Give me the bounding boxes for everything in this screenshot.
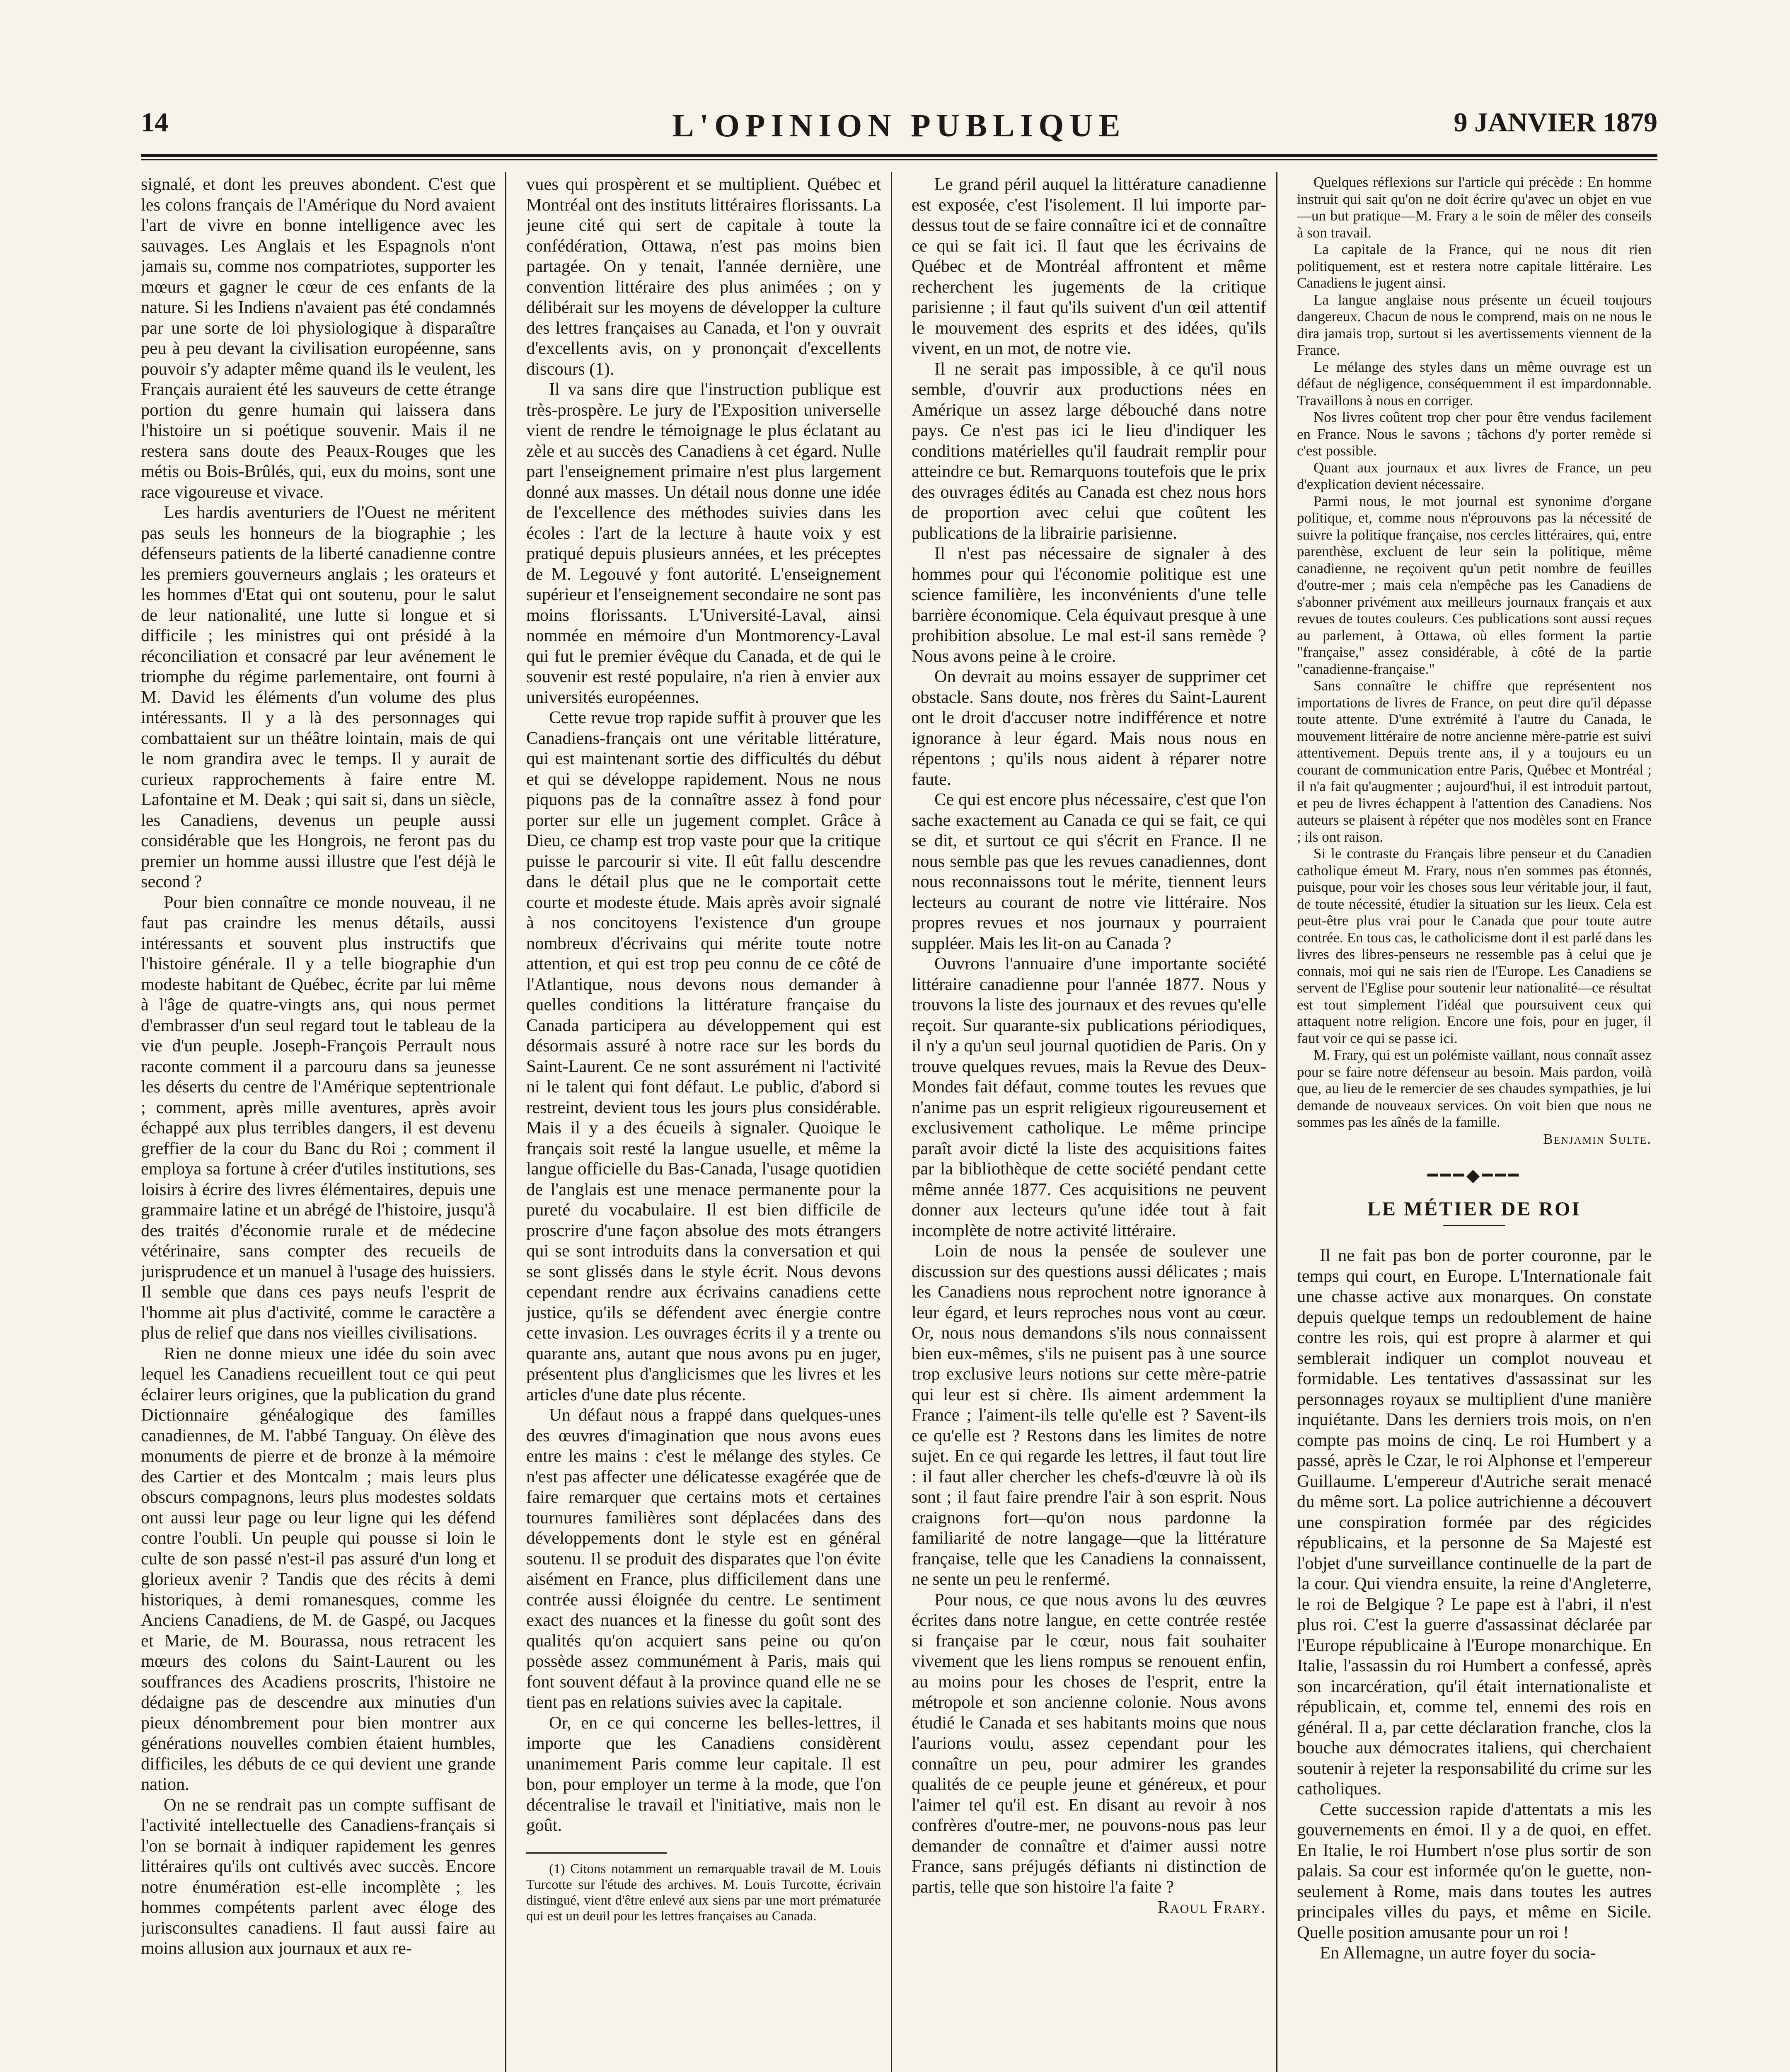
paragraph: Il va sans dire que l'instruction publique est très-prospère. Le jury de l'Exposition universelle vient de rendre le témoignage le plus éclatant au zèle et au succès des Canadiens à cet égard. Nulle part l'enseignement primaire n'est plus largement donné aux masses. Un détail nous donne une idée de l'excellence des méthodes suivies dans les écoles : l'art de la lecture à haute voix y est pratiqué depuis plusieurs années, et les préceptes de M. Legouvé y font autorité. L'enseignement supérieur et l'enseignement secondaire ne sont pas moins florissants. L'Université-Laval, ainsi nommée en mémoire d'un Montmorency-Laval qui fut le premier évêque du Canada, et de qui le souvenir est resté populaire, n'a rien à envier aux universités européennes. — [526, 380, 881, 707]
paragraph: Les hardis aventuriers de l'Ouest ne méritent pas seuls les honneurs de la biographie ; les défenseurs patients de la liberté canadienne contre les premiers gouverneurs anglais ; les orateurs et les hommes d'Etat qui ont soutenu, pour le salut de leur nationalité, une lutte si longue et si difficile ; les ministres qui ont présidé à la réconciliation et consacré par leur avénement le triomphe du régime parlementaire, ont fourni à M. David les éléments d'un volume des plus intéressants. Il y a là des personnages qui combattaient sur un théâtre lointain, mais de qui le nom grandira avec le temps. Il y aurait de curieux rapprochements à faire entre M. Lafontaine et M. Deak ; qui sait si, dans un siècle, les Canadiens, devenus un peuple aussi considérable que les Hongrois, ne feront pas du premier un homme aussi illustre que l'est déjà le second ? — [141, 503, 496, 891]
author-signature: Benjamin Sulte. — [1543, 1130, 1652, 1147]
paragraph: Loin de nous la pensée de soulever une discussion sur des questions aussi délicates ; mais les Canadiens nous reprochent notre ignorance à leur égard, et leurs reproches nous vont au cœur. Or, nous nous demandons s'ils nous connaissent bien eux-mêmes, s'ils ne puisent pas à une source trop exclusive leurs notions sur cette mère-patrie qui leur est si chère. Ils aiment ardemment la France ; l'aiment-ils telle qu'elle est ? Savent-ils ce qu'elle est ? Restons dans les limites de notre sujet. En ce qui regarde les lettres, il faut tout lire : il faut aller chercher les chefs-d'œuvre là où ils sont ; il faut faire prendre l'air à son esprit. Nous craignons fort—qu'on nous pardonne la familiarité de notre langage—que la littérature française, telle que les Canadiens la connaissent, ne sente un peu le renfermé. — [912, 1241, 1266, 1589]
paragraph: Il ne serait pas impossible, à ce qu'il nous semble, d'ouvrir aux productions nées en Amérique un assez large débouché dans notre pays. Ce n'est pas ici le lieu d'indiquer les conditions matérielles qu'il faudrait remplir pour atteindre ce but. Remarquons toutefois que le prix des ouvrages édités au Canada est chez nous hors de proportion avec celui que coûtent les publications de la librairie parisienne. — [912, 359, 1266, 543]
note-paragraph: Quelques réflexions sur l'article qui précède : En homme instruit qui sait qu'on ne doit écrire qu'avec un objet en vue—un but pratique—M. Frary a le soin de mêler des conseils à son travail. — [1297, 174, 1652, 241]
author-signature: Raoul Frary. — [1157, 1898, 1266, 1917]
note-paragraph: M. Frary, qui est un polémiste vaillant, nous connaît assez pour se faire notre défenseur au besoin. Mais pardon, voilà que, au lieu de le remercier de ses chaudes sympathies, je lui demande de nouveaux services. On voit bien que nous ne sommes pas les aînés de la famille. — [1297, 1047, 1652, 1130]
page-header — [141, 107, 1657, 157]
editorial-notes — [1297, 174, 1652, 1147]
paragraph: En Allemagne, un autre foyer du socia- — [1320, 1943, 1596, 1963]
page-number: 14 — [141, 107, 168, 138]
paragraph: Le grand péril auquel la littérature canadienne est exposée, c'est l'isolement. Il lui importe par-dessus tout de se faire connaître ici et de connaître ce qui se fait ici. Il faut que les écrivains de Québec et de Montréal affrontent et même recherchent les jugements de la critique parisienne ; il faut qu'ils suivent d'un œil attentif le mouvement des esprits et des idées, qu'ils vivent, en un mot, de notre vie. — [912, 174, 1266, 358]
header-rule-thin — [141, 159, 1657, 160]
paragraph: Un défaut nous a frappé dans quelques-unes des œuvres d'imagination que nous avons eues entre les mains : c'est le mélange des styles. Ce n'est pas affecter une délicatesse exagérée que de faire remarquer que certains mots et certaines tournures familières sont déplacées dans des développements dont le style est en général soutenu. Il se produit des disparates que l'on évite aisément en France, plus difficilement dans une contrée aussi éloignée du centre. Le sentiment exact des nuances et la finesse du goût sont des qualités qu'on acquiert sans peine ou qu'on possède assez communément à Paris, mais qui font souvent défaut à la province quand elle ne se tient pas en relations suivies avec la capitale. — [526, 1405, 881, 1712]
column-divider — [891, 172, 892, 2072]
paragraph: Cette revue trop rapide suffit à prouver que les Canadiens-français ont une véritable littérature, qui est maintenant sortie des difficultés du début et qui se développe rapidement. Nous ne nous piquons pas de la connaître assez à fond pour porter sur elle un jugement complet. Grâce à Dieu, ce champ est trop vaste pour que la critique puisse le parcourir si vite. Il eût fallu descendre dans le détail plus que ne le comportait cette courte et modeste étude. Mais après avoir signalé à nos concitoyens l'existence d'un groupe nombreux d'écrivains qui mérite toute notre attention, et qui est trop peu connu de ce côté de l'Atlantique, nous devons nous demander à quelles conditions la littérature française du Canada participera au développement qui est désormais assuré à notre race sur les bords du Saint-Laurent. Ce ne sont assurément ni l'activité ni le talent qui font défaut. Le public, d'abord si restreint, devient tous les jours plus considérable. Mais il y a des écueils à signaler. Quoique le français soit resté la langue usuelle, et même la langue officielle du Bas-Canada, l'usage quotidien de l'anglais est une menace permanente pour la pureté du vocabulaire. Il est bien difficile de proscrire d'une façon absolue des mots étrangers qui se sont introduits dans la conversation et qui se sont glissés dans le style écrit. Nous devons cependant rendre aux écrivains canadiens cette justice, qu'ils se défendent avec énergie contre cette invasion. Les ouvrages écrits il y a trente ou quarante ans, autant que nous avons pu en juger, présentent plus d'anglicismes que les livres et les articles d'une date plus récente. — [526, 708, 881, 1404]
column-4 — [1297, 174, 1652, 2072]
paragraph: On ne se rendrait pas un compte suffisant de l'activité intellectuelle des Canadiens-français si l'on se bornait à indiquer rapidement les genres littéraires qu'ils ont cultivés avec succès. Encore notre énumération est-elle incomplète ; les hommes compétents parlent avec éloge des jurisconsultes canadiens. Il faut aussi faire au moins allusion aux journaux et aux re- — [141, 1795, 496, 1958]
note-paragraph: La langue anglaise nous présente un écueil toujours dangereux. Chacun de nous le comprend, mais on ne nous le dira jamais trop, surtout si les avertissements viennent de la France. — [1297, 291, 1652, 358]
paragraph: Ouvrons l'annuaire d'une importante société littéraire canadienne pour l'année 1877. Nous y trouvons la liste des journaux et des revues qu'elle reçoit. Sur quarante-six publications périodiques, il n'y a qu'un seul journal quotidien de Paris. On y trouve quelques revues, mais la Revue des Deux-Mondes fait défaut, comme toutes les revues que n'anime pas un esprit religieux rigoureusement et exclusivement catholique. Le même principe paraît avoir dicté la liste des acquisitions faites par la bibliothèque de cette société pendant cette même année 1877. Ces acquisitions ne peuvent donner aux lecteurs qu'une idée tout à fait incomplète de notre activité littéraire. — [912, 954, 1266, 1240]
ornament-divider: ━━━◆━━━ — [1427, 1166, 1522, 1185]
paragraph: Or, en ce qui concerne les belles-lettres, il importe que les Canadiens considèrent unanimement Paris comme leur capitale. Il est bon, pour employer un terme à la mode, que l'on décentralise le travail et l'initiative, mais non le goût. — [526, 1713, 881, 1835]
paragraph: Pour bien connaître ce monde nouveau, il ne faut pas craindre les menus détails, aussi intéressants et souvent plus instructifs que l'histoire générale. Il y a telle biographie d'un modeste habitant de Québec, écrite par lui même à l'âge de quatre-vingts ans, qui nous permet d'embrasser d'un seul regard tout le tableau de la vie d'un peuple. Joseph-François Perrault nous raconte comment il a parcouru dans sa jeunesse les déserts du centre de l'Amérique septentrionale ; comment, après mille aventures, après avoir échappé aux plus terribles dangers, il est devenu greffier de la cour du Banc du Roi ; comment il employa sa fortune à créer d'utiles institutions, ses loisirs à écrire des livres élémentaires, depuis une grammaire latine et un abrégé de l'histoire, jusqu'à des traités d'économie rurale et de médecine vétérinaire, sans compter des recueils de jurisprudence et un manuel à l'usage des huissiers. Il semble que dans ces pays neufs l'esprit de l'homme ait plus d'activité, comme le caractère a plus de relief que dans nos vieilles civilisations. — [141, 892, 496, 1343]
masthead-title: L'OPINION PUBLIQUE — [672, 107, 1126, 143]
paragraph: vues qui prospèrent et se multiplient. Québec et Montréal ont des instituts littéraires florissants. La jeune cité qui sert de capitale à toute la confédération, Ottawa, n'est pas moins bien partagée. On y tenait, l'année dernière, une convention littéraire des plus animées ; on y délibérait sur les moyens de développer la culture des lettres françaises au Canada, et l'on y ouvrait d'excellents avis, on y prononçait d'excellents discours (1). — [526, 174, 881, 379]
note-paragraph: Le mélange des styles dans un même ouvrage est un défaut de négligence, conséquemment il est impardonnable. Travaillons à nous en corriger. — [1297, 358, 1652, 409]
note-paragraph: La capitale de la France, qui ne nous dit rien politiquement, est et restera notre capitale littéraire. Les Canadiens le jugent ainsi. — [1297, 241, 1652, 291]
footnote-text: (1) Citons notamment un remarquable travail de M. Louis Turcotte sur l'étude des archives. M. Louis Turcotte, écrivain distingué, vient d'être enlevé aux siens par une mort prématurée qui est un deuil pour les lettres françaises au Canada. — [526, 1861, 881, 1924]
paragraph: Il n'est pas nécessaire de signaler à des hommes pour qui l'économie politique est une science familière, les inconvénients d'une telle barrière économique. Cela équivaut presque à une prohibition absolue. Le mal est-il sans remède ? Nous avons peine à le croire. — [912, 544, 1266, 666]
paragraph: Cette succession rapide d'attentats a mis les gouvernements en émoi. Il y a de quoi, en effet. En Italie, le roi Humbert n'ose plus sortir de son palais. Sa cour est informée qu'on le guette, non-seulement à Rome, mais dans toutes les autres principales villes du pays, et même en Sicile. Quelle position amusante pour un roi ! — [1297, 1799, 1652, 1942]
note-paragraph: Quant aux journaux et aux livres de France, un peu d'explication devient nécessaire. — [1297, 459, 1652, 492]
article-title: LE MÉTIER DE ROI — [1367, 1198, 1582, 1220]
column-2 — [526, 174, 881, 2072]
paragraph: signalé, et dont les preuves abondent. C'est que les colons français de l'Amérique du Nord avaient l'art de vivre en bonne intelligence avec les sauvages. Les Anglais et les Espagnols n'ont jamais su, comme nos compatriotes, supporter les mœurs et gagner le cœur de ces enfants de la nature. Si les Indiens n'avaient pas été condamnés par une sorte de loi physiologique à disparaître peu à peu devant la civilisation européenne, sans pouvoir s'y adapter même quand ils le veulent, les Français auraient été les sauveurs de cette étrange portion du genre humain qui laissera dans l'histoire un si poétique souvenir. Mais il ne restera sans doute des Peaux-Rouges que les métis ou Bois-Brûlés, qui, eux du moins, sont une race vigoureuse et vivace. — [141, 174, 496, 502]
header-rule — [141, 154, 1657, 157]
paragraph: Ce qui est encore plus nécessaire, c'est que l'on sache exactement au Canada ce qui se fait, ce qui se dit, et surtout ce qui s'écrit en France. Il ne nous semble pas que les revues canadiennes, dont nous reconnaissons tout le mérite, tiennent leurs lecteurs au courant de notre vie littéraire. Nos propres revues et nos journaux y pourraient suppléer. Mais les lit-on au Canada ? — [912, 790, 1266, 953]
column-1 — [141, 174, 496, 2072]
issue-date: 9 JANVIER 1879 — [1454, 107, 1657, 138]
footnote — [526, 1861, 881, 1924]
column-3 — [912, 174, 1266, 2072]
paragraph: On devrait au moins essayer de supprimer cet obstacle. Sans doute, nos frères du Saint-Laurent ont le droit d'accuser notre indifférence et notre ignorance à leur égard. Mais nous nous en répentons ; qu'ils nous aident à réparer notre faute. — [912, 667, 1266, 789]
note-paragraph: Sans connaître le chiffre que représentent nos importations de livres de France, on peut dire qu'il dépasse toute attente. D'une extrémité à l'autre du Canada, le mouvement littéraire de notre ancienne mère-patrie est suivi attentivement. Depuis trente ans, il y a toujours eu un courant de communication entre Paris, Québec et Montréal ; il n'a fait qu'augmenter ; aujourd'hui, il est introduit partout, et peu de livres échappent à l'attention des Canadiens. Nos auteurs se plaisent à répéter que nos modèles sont en France ; ils ont raison. — [1297, 678, 1652, 845]
note-paragraph: Si le contraste du Français libre penseur et du Canadien catholique émeut M. Frary, nous n'en sommes pas étonnés, puisque, pour voir les choses sous leur véritable jour, il faut, de toute nécessité, étudier la situation sur les lieux. Cela est peut-être plus vrai pour le Canada que pour toute autre contrée. En tous cas, le catholicisme dont il est parlé dans les livres des libres-penseurs ne ressemble pas à celui que je connais, moi qui ne sais rien de l'Europe. Les Canadiens se servent de l'Eglise pour soutenir leur nationalité—ce résultat est tout simplement l'idéal que poursuivent ceux qui attaquent notre religion. Encore une fois, pour en juger, il faut voir ce qui se passe ici. — [1297, 845, 1652, 1046]
note-paragraph: Nos livres coûtent trop cher pour être vendus facilement en France. Nous le savons ; tâchons d'y porter remède si c'est possible. — [1297, 409, 1652, 459]
column-divider — [505, 172, 506, 2072]
footnote-rule — [526, 1852, 667, 1854]
paragraph: Rien ne donne mieux une idée du soin avec lequel les Canadiens recueillent tout ce qui peut éclairer leurs origines, que la publication du grand Dictionnaire généalogique des familles canadiennes, de M. l'abbé Tanguay. On élève des monuments de pierre et de bronze à la mémoire des Cartier et des Montcalm ; mais leurs plus obscurs compagnons, leurs plus modestes soldats ont aussi leur page ou leur ligne qui les défend contre l'oubli. Un peuple qui pousse si loin le culte de son passé n'est-il pas assuré d'un long et glorieux avenir ? Tandis que des récits à demi historiques, à demi romanesques, comme les Anciens Canadiens, de M. de Gaspé, ou Jacques et Marie, de M. Bourassa, nous retracent les mœurs des colons du Saint-Laurent ou les souffrances des Acadiens proscrits, l'histoire ne dédaigne pas de descendre aux minuties d'un pieux dénombrement pour bien montrer aux générations nouvelles combien étaient humbles, difficiles, les débuts de ce qui devient une grande nation. — [141, 1343, 496, 1794]
column-divider — [1276, 172, 1277, 2072]
note-paragraph: Parmi nous, le mot journal est synonime d'organe politique, et, comme nous n'éprouvons pas la nécessité de suivre la politique française, nos cercles littéraires, qui, entre parenthèse, excluent de leur sein la politique, même canadienne, ne reçoivent qu'un petit nombre de feuilles d'outre-mer ; mais cela n'empêche pas les Canadiens de s'abonner privément aux meilleurs journaux français et aux revues de toutes couleurs. Ces publications sont aussi reçues au parlement, à Ottawa, où elles forment la partie "française," assez considérable, à côté de la partie "canadienne-française." — [1297, 493, 1652, 677]
paragraph: Il ne fait pas bon de porter couronne, par le temps qui court, en Europe. L'Internationale fait une chasse active aux monarques. On constate depuis quelque temps un redoublement de haine contre les rois, qui est propre à alarmer et qui semblerait indiquer un complot nouveau et formidable. Les tentatives d'assassinat sur les personnages royaux se multiplient d'une manière inquiétante. Dans les derniers trois mois, on n'en compte pas moins de cinq. Le roi Humbert y a passé, après le Czar, le roi Alphonse et l'empereur Guillaume. L'empereur d'Autriche serait menacé du même sort. La police autrichienne a découvert une conspiration formée par des régicides républicains, et la personne de Sa Majesté est l'objet d'une surveillance continuelle de la part de la cour. Qui viendra ensuite, la reine d'Angleterre, le roi de Belgique ? Le pape est à l'abri, il n'est plus roi. C'est la guerre d'assassinat déclarée par l'Europe républicaine à l'Europe monarchique. En Italie, l'assassin du roi Humbert a confessé, après son incarcération, qu'il était internationaliste et républicain, et, comme tel, ennemi des rois en général. Il a, par cette déclaration franche, clos la bouche aux démocrates italiens, qui cherchaient soutenir à rejeter la responsabilité du crime sur les catholiques. — [1297, 1246, 1652, 1798]
paragraph: Pour nous, ce que nous avons lu des œuvres écrites dans notre langue, en cette contrée restée si française par le cœur, nous fait souhaiter vivement que les liens rompus se renouent enfin, au moins pour les choses de l'esprit, entre la métropole et son ancienne colonie. Nous avons étudié le Canada et ses habitants moins que nous l'aurions voulu, assez cependant pour les connaître un peu, pour admirer les grandes qualités de ce peuple jeune et généreux, et pour l'aimer tel qu'il est. En disant au revoir à nos confrères d'outre-mer, ne pouvons-nous pas leur demander de connaître et d'aimer aussi notre France, sans préjugés défiants ni distinction de partis, telle que son histoire l'a faite ? — [912, 1590, 1266, 1897]
title-underline — [1443, 1225, 1505, 1226]
